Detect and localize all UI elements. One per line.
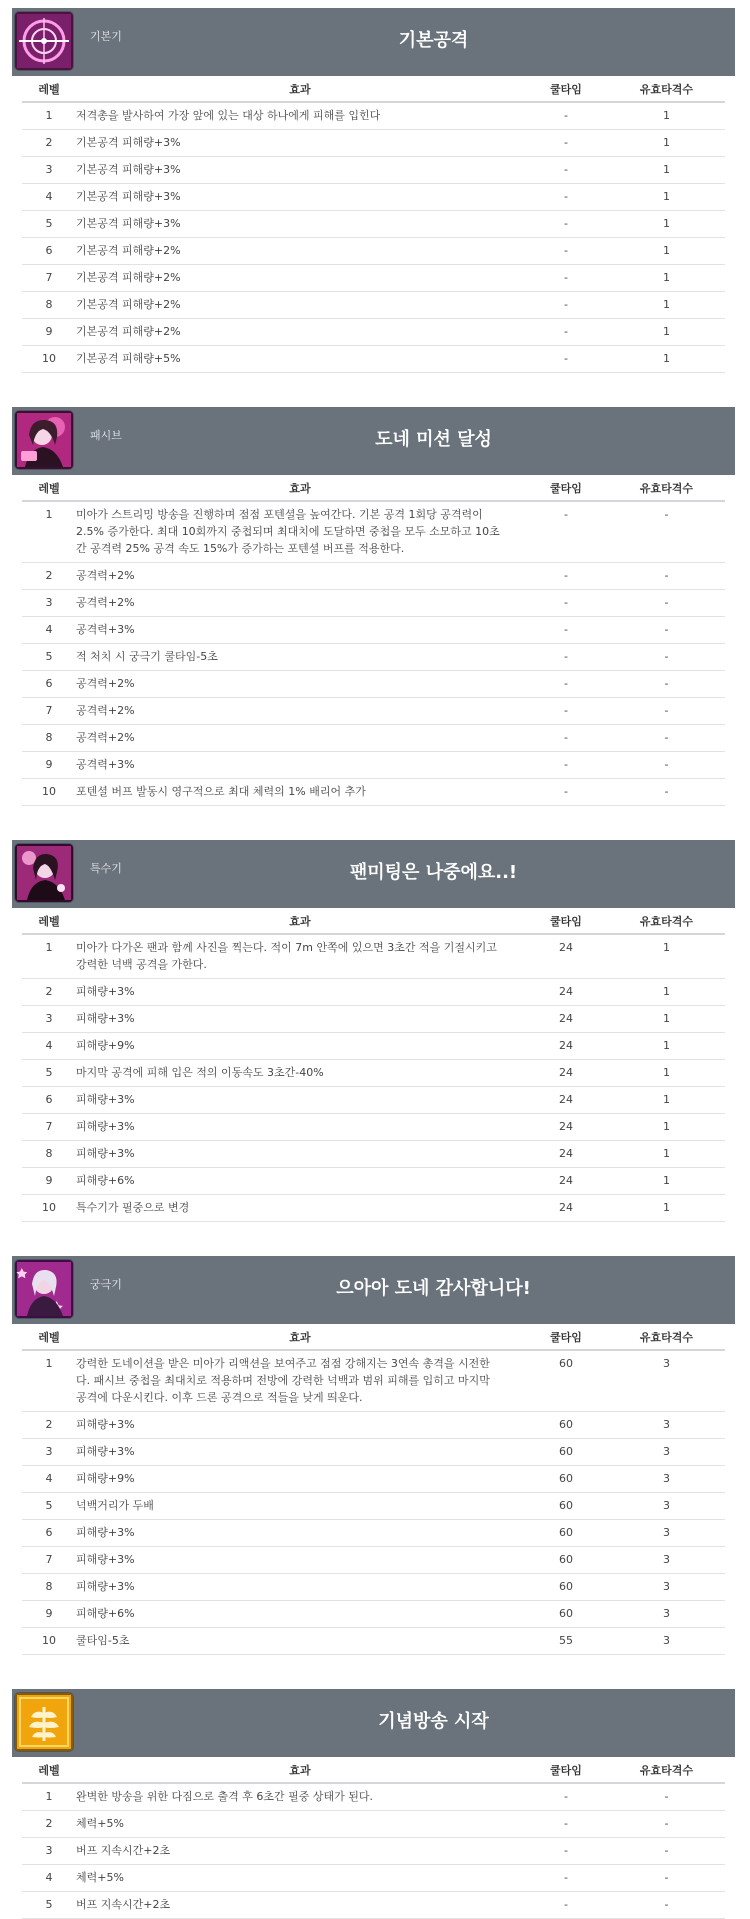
hits-cell: 1 [608, 1087, 725, 1114]
table-row [22, 725, 725, 752]
level-cell: 4 [22, 1033, 76, 1060]
level-cell: 6 [22, 671, 76, 698]
cooldown-cell: 24 [524, 1168, 608, 1195]
level-column-header: 레벨 [22, 908, 76, 934]
hits-cell: - [608, 1783, 725, 1811]
skill-title: 팬미팅은 나중에요..! [349, 862, 518, 883]
skill-level-table [22, 908, 725, 1222]
effect-cell: 특수기가 필중으로 변경 [76, 1195, 524, 1222]
skill-type-label: 기본기 [90, 30, 122, 43]
effect-cell: 공격력+2% [76, 698, 524, 725]
effect-cell: 공격력+2% [76, 671, 524, 698]
table-row [22, 671, 725, 698]
level-cell: 4 [22, 1466, 76, 1493]
level-cell: 6 [22, 1087, 76, 1114]
table-row [22, 779, 725, 806]
effect-cell: 피해량+3% [76, 1547, 524, 1574]
cooldown-cell: - [524, 725, 608, 752]
level-cell: 2 [22, 563, 76, 590]
hits-column-header: 유효타격수 [608, 1324, 725, 1350]
table-row [22, 1412, 725, 1439]
effect-cell: 적 처치 시 궁극기 쿨타임-5초 [76, 644, 524, 671]
level-cell: 7 [22, 1547, 76, 1574]
table-header-row [22, 908, 725, 934]
level-cell: 5 [22, 1493, 76, 1520]
level-column-header: 레벨 [22, 76, 76, 102]
cooldown-cell: 24 [524, 1141, 608, 1168]
level-cell: 10 [22, 1195, 76, 1222]
table-row [22, 319, 725, 346]
table-row [22, 1060, 725, 1087]
effect-column-header: 효과 [76, 76, 524, 102]
effect-cell: 체력+5% [76, 1811, 524, 1838]
cooldown-cell: - [524, 1811, 608, 1838]
table-row [22, 752, 725, 779]
skill-level-table [22, 76, 725, 373]
effect-cell: 피해량+3% [76, 1006, 524, 1033]
table-header-row [22, 76, 725, 102]
level-cell: 8 [22, 292, 76, 319]
level-cell: 1 [22, 102, 76, 130]
hits-column-header: 유효타격수 [608, 76, 725, 102]
table-row [22, 102, 725, 130]
effect-cell: 기본공격 피해량+3% [76, 130, 524, 157]
effect-cell: 완벽한 방송을 위한 다짐으로 출격 후 6초간 필중 상태가 된다. [76, 1783, 524, 1811]
hits-cell: 3 [608, 1412, 725, 1439]
level-cell: 10 [22, 779, 76, 806]
cooldown-column-header: 쿨타임 [524, 1757, 608, 1783]
hits-cell: 1 [608, 1114, 725, 1141]
skill-type-label: 궁극기 [90, 1278, 122, 1291]
level-cell: 3 [22, 1006, 76, 1033]
effect-cell: 버프 지속시간+2초 [76, 1892, 524, 1919]
cooldown-cell: 24 [524, 1195, 608, 1222]
effect-cell: 포텐셜 버프 발동시 영구적으로 최대 체력의 1% 배리어 추가 [76, 779, 524, 806]
effect-cell: 피해량+3% [76, 979, 524, 1006]
skill-section-basic [12, 8, 735, 373]
cooldown-column-header: 쿨타임 [524, 908, 608, 934]
hits-cell: 3 [608, 1439, 725, 1466]
table-row [22, 644, 725, 671]
skill-section-passive [12, 407, 735, 806]
cooldown-cell: 24 [524, 1033, 608, 1060]
table-row [22, 1006, 725, 1033]
table-row [22, 1838, 725, 1865]
table-row [22, 1168, 725, 1195]
cooldown-column-header: 쿨타임 [524, 1324, 608, 1350]
skill-section-broadcast [12, 1689, 735, 1919]
hits-cell: - [608, 563, 725, 590]
level-cell: 4 [22, 617, 76, 644]
hits-cell: 1 [608, 979, 725, 1006]
level-cell: 10 [22, 1628, 76, 1655]
effect-cell: 기본공격 피해량+3% [76, 211, 524, 238]
hits-column-header: 유효타격수 [608, 475, 725, 501]
cooldown-cell: - [524, 617, 608, 644]
level-cell: 9 [22, 1601, 76, 1628]
effect-cell: 마지막 공격에 피해 입은 적의 이동속도 3초간-40% [76, 1060, 524, 1087]
cooldown-cell: 60 [524, 1601, 608, 1628]
cooldown-cell: - [524, 563, 608, 590]
effect-cell: 피해량+3% [76, 1412, 524, 1439]
table-row [22, 157, 725, 184]
level-cell: 5 [22, 644, 76, 671]
hits-cell: 3 [608, 1547, 725, 1574]
effect-cell: 미아가 다가온 팬과 함께 사진을 찍는다. 적이 7m 안쪽에 있으면 3초간 적을 기절시키고 강력한 넉백 공격을 가한다. [76, 934, 524, 979]
effect-cell: 피해량+6% [76, 1601, 524, 1628]
level-column-header: 레벨 [22, 475, 76, 501]
effect-cell: 체력+5% [76, 1865, 524, 1892]
level-cell: 7 [22, 1114, 76, 1141]
cooldown-column-header: 쿨타임 [524, 475, 608, 501]
table-row [22, 501, 725, 563]
table-row [22, 1439, 725, 1466]
table-row [22, 1114, 725, 1141]
hits-cell: 1 [608, 238, 725, 265]
hits-cell: 1 [608, 130, 725, 157]
table-row [22, 1195, 725, 1222]
cooldown-cell: - [524, 211, 608, 238]
hits-cell: 1 [608, 1141, 725, 1168]
skill-level-table [22, 475, 725, 806]
crosshair-skill-icon [15, 12, 73, 70]
hits-column-header: 유효타격수 [608, 1757, 725, 1783]
cooldown-cell: - [524, 590, 608, 617]
level-cell: 3 [22, 1439, 76, 1466]
level-cell: 3 [22, 1838, 76, 1865]
level-cell: 8 [22, 1141, 76, 1168]
cooldown-cell: - [524, 1838, 608, 1865]
level-cell: 2 [22, 979, 76, 1006]
hits-cell: - [608, 1865, 725, 1892]
cooldown-cell: - [524, 1783, 608, 1811]
effect-column-header: 효과 [76, 1757, 524, 1783]
table-row [22, 1892, 725, 1919]
table-row [22, 1493, 725, 1520]
effect-cell: 버프 지속시간+2초 [76, 1838, 524, 1865]
skill-title: 기본공격 [398, 30, 469, 51]
effect-cell: 저격총을 발사하여 가장 앞에 있는 대상 하나에게 피해를 입힌다 [76, 102, 524, 130]
effect-column-header: 효과 [76, 908, 524, 934]
wheat-emblem-icon [15, 1693, 73, 1751]
effect-cell: 기본공격 피해량+2% [76, 265, 524, 292]
table-row [22, 979, 725, 1006]
table-row [22, 1520, 725, 1547]
level-cell: 8 [22, 725, 76, 752]
cooldown-column-header: 쿨타임 [524, 76, 608, 102]
level-cell: 10 [22, 346, 76, 373]
level-column-header: 레벨 [22, 1324, 76, 1350]
skill-section-special [12, 840, 735, 1222]
level-cell: 3 [22, 590, 76, 617]
hits-cell: 1 [608, 934, 725, 979]
cooldown-cell: - [524, 644, 608, 671]
cooldown-cell: - [524, 779, 608, 806]
effect-cell: 기본공격 피해량+3% [76, 157, 524, 184]
hits-cell: 1 [608, 346, 725, 373]
hits-cell: - [608, 698, 725, 725]
level-cell: 6 [22, 238, 76, 265]
table-row [22, 184, 725, 211]
table-row [22, 934, 725, 979]
effect-column-header: 효과 [76, 1324, 524, 1350]
cooldown-cell: 60 [524, 1350, 608, 1412]
table-row [22, 1141, 725, 1168]
effect-cell: 공격력+3% [76, 752, 524, 779]
level-cell: 1 [22, 934, 76, 979]
hits-cell: - [608, 590, 725, 617]
effect-cell: 기본공격 피해량+5% [76, 346, 524, 373]
level-cell: 1 [22, 501, 76, 563]
hits-cell: - [608, 725, 725, 752]
skill-level-table [22, 1324, 725, 1655]
level-cell: 1 [22, 1783, 76, 1811]
hits-cell: - [608, 671, 725, 698]
hits-cell: 3 [608, 1520, 725, 1547]
effect-cell: 공격력+2% [76, 563, 524, 590]
cooldown-cell: 60 [524, 1574, 608, 1601]
cooldown-cell: 24 [524, 1087, 608, 1114]
hits-cell: 3 [608, 1601, 725, 1628]
cooldown-cell: 55 [524, 1628, 608, 1655]
effect-cell: 기본공격 피해량+3% [76, 184, 524, 211]
hits-cell: 3 [608, 1466, 725, 1493]
effect-cell: 기본공격 피해량+2% [76, 292, 524, 319]
hits-cell: 1 [608, 1033, 725, 1060]
skill-header [12, 8, 735, 76]
hits-cell: 3 [608, 1350, 725, 1412]
level-cell: 7 [22, 698, 76, 725]
table-header-row [22, 1324, 725, 1350]
hits-column-header: 유효타격수 [608, 908, 725, 934]
table-row [22, 1033, 725, 1060]
hits-cell: - [608, 501, 725, 563]
table-row [22, 617, 725, 644]
cooldown-cell: - [524, 292, 608, 319]
cooldown-cell: - [524, 319, 608, 346]
hits-cell: 1 [608, 211, 725, 238]
table-row [22, 292, 725, 319]
level-cell: 4 [22, 1865, 76, 1892]
skill-header [12, 840, 735, 908]
level-column-header: 레벨 [22, 1757, 76, 1783]
table-row [22, 238, 725, 265]
table-row [22, 130, 725, 157]
cooldown-cell: 60 [524, 1466, 608, 1493]
level-cell: 2 [22, 1811, 76, 1838]
level-cell: 3 [22, 157, 76, 184]
cooldown-cell: 60 [524, 1412, 608, 1439]
table-row [22, 590, 725, 617]
character-portrait-icon [15, 844, 73, 902]
skill-header [12, 1689, 735, 1757]
skill-title: 으아아 도네 감사합니다! [336, 1278, 531, 1299]
effect-cell: 공격력+2% [76, 590, 524, 617]
character-portrait-icon [15, 411, 73, 469]
cooldown-cell: 24 [524, 1114, 608, 1141]
table-row [22, 1574, 725, 1601]
hits-cell: 3 [608, 1628, 725, 1655]
table-row [22, 1811, 725, 1838]
cooldown-cell: - [524, 671, 608, 698]
hits-cell: 1 [608, 292, 725, 319]
skill-header [12, 407, 735, 475]
effect-cell: 넉백거리가 두배 [76, 1493, 524, 1520]
table-row [22, 265, 725, 292]
effect-cell: 공격력+2% [76, 725, 524, 752]
cooldown-cell: - [524, 1892, 608, 1919]
skill-section-ultimate [12, 1256, 735, 1655]
effect-cell: 피해량+3% [76, 1439, 524, 1466]
level-cell: 1 [22, 1350, 76, 1412]
effect-cell: 공격력+3% [76, 617, 524, 644]
level-cell: 6 [22, 1520, 76, 1547]
cooldown-cell: 24 [524, 934, 608, 979]
table-row [22, 1865, 725, 1892]
cooldown-cell: 24 [524, 1060, 608, 1087]
table-row [22, 563, 725, 590]
table-row [22, 1601, 725, 1628]
cooldown-cell: 60 [524, 1493, 608, 1520]
hits-cell: 1 [608, 1060, 725, 1087]
hits-cell: 1 [608, 1168, 725, 1195]
table-row [22, 1350, 725, 1412]
level-cell: 4 [22, 184, 76, 211]
cooldown-cell: 24 [524, 1006, 608, 1033]
skill-type-label: 패시브 [90, 429, 122, 442]
table-row [22, 698, 725, 725]
cooldown-cell: - [524, 102, 608, 130]
hits-cell: 1 [608, 157, 725, 184]
effect-column-header: 효과 [76, 475, 524, 501]
effect-cell: 피해량+3% [76, 1087, 524, 1114]
hits-cell: - [608, 752, 725, 779]
hits-cell: 1 [608, 1006, 725, 1033]
hits-cell: 1 [608, 184, 725, 211]
hits-cell: 1 [608, 1195, 725, 1222]
level-cell: 8 [22, 1574, 76, 1601]
effect-cell: 피해량+3% [76, 1574, 524, 1601]
effect-cell: 미아가 스트리밍 방송을 진행하며 점점 포텐셜을 높여간다. 기본 공격 1회당 공격력이 2.5% 증가한다. 최대 10회까지 중첩되며 최대치에 도달하면 중첩을 모두 소모하고 10초간 공격력 25% 공격 속도 15%가 증가하는 포텐셜 버프를 적용한다. [76, 501, 524, 563]
cooldown-cell: - [524, 501, 608, 563]
hits-cell: 3 [608, 1493, 725, 1520]
hits-cell: - [608, 1838, 725, 1865]
cooldown-cell: - [524, 130, 608, 157]
table-row [22, 346, 725, 373]
hits-cell: - [608, 1811, 725, 1838]
level-cell: 5 [22, 1060, 76, 1087]
level-cell: 5 [22, 1892, 76, 1919]
table-header-row [22, 475, 725, 501]
cooldown-cell: - [524, 1865, 608, 1892]
hits-cell: 1 [608, 319, 725, 346]
skill-header [12, 1256, 735, 1324]
character-portrait-icon [15, 1260, 73, 1318]
cooldown-cell: - [524, 238, 608, 265]
cooldown-cell: 60 [524, 1547, 608, 1574]
table-header-row [22, 1757, 725, 1783]
hits-cell: 3 [608, 1574, 725, 1601]
table-row [22, 1087, 725, 1114]
table-row [22, 1466, 725, 1493]
effect-cell: 기본공격 피해량+2% [76, 319, 524, 346]
level-cell: 9 [22, 1168, 76, 1195]
skill-type-label: 특수기 [90, 862, 122, 875]
skill-title: 기념방송 시작 [378, 1711, 489, 1732]
level-cell: 2 [22, 130, 76, 157]
cooldown-cell: - [524, 698, 608, 725]
effect-cell: 쿨타임-5초 [76, 1628, 524, 1655]
hits-cell: - [608, 1892, 725, 1919]
skill-level-table [22, 1757, 725, 1919]
effect-cell: 피해량+9% [76, 1466, 524, 1493]
effect-cell: 피해량+9% [76, 1033, 524, 1060]
table-row [22, 1628, 725, 1655]
level-cell: 9 [22, 319, 76, 346]
cooldown-cell: - [524, 265, 608, 292]
hits-cell: - [608, 644, 725, 671]
cooldown-cell: 60 [524, 1439, 608, 1466]
hits-cell: 1 [608, 265, 725, 292]
effect-cell: 피해량+3% [76, 1520, 524, 1547]
hits-cell: 1 [608, 102, 725, 130]
hits-cell: - [608, 779, 725, 806]
effect-cell: 피해량+6% [76, 1168, 524, 1195]
cooldown-cell: - [524, 752, 608, 779]
table-row [22, 1547, 725, 1574]
hits-cell: - [608, 617, 725, 644]
cooldown-cell: - [524, 346, 608, 373]
cooldown-cell: 24 [524, 979, 608, 1006]
cooldown-cell: - [524, 157, 608, 184]
effect-cell: 강력한 도네이션을 받은 미아가 리액션을 보여주고 점점 강해지는 3연속 총격을 시전한다. 패시브 중첩을 최대치로 적용하며 전방에 강력한 넉백과 범위 피해를 입히고 마지막 공격에 다운시킨다. 이후 드론 공격으로 적들을 낮게 띄운다. [76, 1350, 524, 1412]
cooldown-cell: - [524, 184, 608, 211]
level-cell: 9 [22, 752, 76, 779]
effect-cell: 피해량+3% [76, 1114, 524, 1141]
level-cell: 7 [22, 265, 76, 292]
level-cell: 2 [22, 1412, 76, 1439]
skill-page [0, 8, 750, 1919]
cooldown-cell: 60 [524, 1520, 608, 1547]
effect-cell: 피해량+3% [76, 1141, 524, 1168]
table-row [22, 1783, 725, 1811]
table-row [22, 211, 725, 238]
skill-title: 도네 미션 달성 [375, 429, 492, 450]
level-cell: 5 [22, 211, 76, 238]
effect-cell: 기본공격 피해량+2% [76, 238, 524, 265]
